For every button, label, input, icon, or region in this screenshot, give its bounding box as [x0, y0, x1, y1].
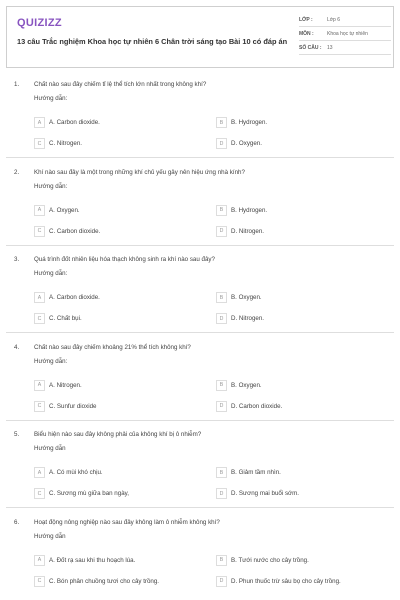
answer-option[interactable]	[34, 467, 103, 478]
answer-option[interactable]	[34, 226, 100, 237]
option-letter-box[interactable]: B	[216, 467, 227, 478]
question-guide-label: Hướng dẫn:	[34, 357, 68, 365]
option-letter-box[interactable]: B	[216, 380, 227, 391]
answer-option[interactable]	[34, 138, 82, 149]
question-number: 3.	[14, 256, 20, 263]
answer-option[interactable]	[34, 488, 129, 499]
question-divider	[6, 157, 394, 158]
answer-option[interactable]	[34, 380, 82, 391]
meta-subject: MÔN : Khoa học tự nhiên	[299, 27, 391, 41]
answer-option[interactable]	[216, 380, 262, 391]
option-letter-box[interactable]: A	[34, 380, 45, 391]
answer-option[interactable]	[216, 117, 267, 128]
option-text: B. Oxygen.	[231, 381, 262, 389]
question-text: Biểu hiện nào sau đây không phải của không khí bị ô nhiễm?	[34, 431, 202, 438]
option-text: C. Sương mù giữa ban ngày,	[49, 490, 129, 497]
option-letter-box[interactable]: D	[216, 138, 227, 149]
option-text: A. Nitrogen.	[49, 381, 82, 389]
option-letter-box[interactable]: C	[34, 313, 45, 324]
option-letter-box[interactable]: D	[216, 226, 227, 237]
question-guide-label: Hướng dẫn	[34, 445, 66, 452]
question-text: Chất nào sau đây chiếm tỉ lệ thể tích lớn nhất trong không khí?	[34, 81, 207, 88]
meta-question-count: SỐ CÂU : 13	[299, 41, 391, 55]
question-text: Chất nào sau đây chiếm khoảng 21% thể tích không khí?	[34, 343, 191, 351]
option-text: B. Hydrogen.	[231, 119, 268, 126]
option-text: B. Hydrogen.	[231, 206, 268, 214]
question-guide-label: Hướng dẫn	[34, 532, 66, 540]
option-text: A. Carbon dioxide.	[49, 119, 100, 126]
answer-option[interactable]	[216, 467, 281, 478]
question-text: Khí nào sau đây là một trong những khí chủ yếu gây nên hiệu ứng nhà kính?	[34, 168, 245, 176]
question-guide-label: Hướng dẫn:	[34, 270, 68, 277]
worksheet-header	[6, 6, 394, 68]
option-text: A. Có mùi khó chịu.	[49, 469, 103, 476]
question-text: Hoạt động nông nghiệp nào sau đây không làm ô nhiễm không khí?	[34, 518, 220, 526]
question-number: 5.	[14, 431, 20, 438]
option-letter-box[interactable]: A	[34, 117, 45, 128]
answer-option[interactable]	[216, 313, 264, 324]
quizizz-logo[interactable]: QUIZIZZ	[17, 17, 62, 29]
question-number: 2.	[14, 168, 20, 176]
question-number: 6.	[14, 518, 20, 526]
answer-option[interactable]	[34, 313, 82, 324]
option-letter-box[interactable]: D	[216, 313, 227, 324]
question-guide-label: Hướng dẫn:	[34, 182, 68, 190]
answer-option[interactable]	[34, 555, 135, 566]
answer-option[interactable]	[34, 401, 96, 412]
question-divider	[6, 507, 394, 508]
meta-grade: LỚP : Lớp 6	[299, 13, 391, 27]
option-text: B. Tưới nước cho cây trồng.	[231, 556, 309, 564]
option-text: D. Nitrogen.	[231, 315, 265, 322]
worksheet-title: 13 câu Trắc nghiệm Khoa học tự nhiên 6 Chân trời sáng tạo Bài 10 có đáp án	[17, 37, 288, 46]
option-text: B. Giảm tầm nhìn.	[231, 469, 281, 476]
question-divider	[6, 420, 394, 421]
option-text: D. Phun thuốc trừ sâu bọ cho cây trồng.	[231, 577, 341, 585]
answer-option[interactable]	[216, 292, 262, 303]
answer-option[interactable]	[216, 555, 309, 566]
answer-option[interactable]	[216, 205, 267, 216]
option-letter-box[interactable]: A	[34, 555, 45, 566]
option-text: C. Carbon dioxide.	[49, 227, 101, 235]
option-text: D. Oxygen.	[231, 140, 262, 147]
answer-option[interactable]	[216, 401, 282, 412]
answer-option[interactable]	[34, 576, 159, 587]
option-letter-box[interactable]: D	[216, 488, 227, 499]
option-text: A. Oxygen.	[49, 206, 80, 214]
answer-option[interactable]	[216, 576, 341, 587]
option-letter-box[interactable]: C	[34, 226, 45, 237]
answer-option[interactable]	[216, 488, 299, 499]
question-number: 1.	[14, 81, 20, 88]
option-letter-box[interactable]: B	[216, 555, 227, 566]
option-text: A. Carbon dioxide.	[49, 294, 100, 301]
question-divider	[6, 332, 394, 333]
answer-option[interactable]	[34, 292, 100, 303]
option-text: C. Bón phân chuồng tươi cho cây trồng.	[49, 577, 160, 585]
option-text: C. Sunfur dioxide	[49, 402, 97, 410]
option-text: B. Oxygen.	[231, 294, 262, 301]
option-text: C. Chất bụi.	[49, 315, 82, 322]
option-letter-box[interactable]: D	[216, 401, 227, 412]
option-letter-box[interactable]: B	[216, 117, 227, 128]
question-text: Quá trình đốt nhiên liệu hóa thạch không sinh ra khí nào sau đây?	[34, 256, 215, 263]
option-text: D. Nitrogen.	[231, 227, 265, 235]
option-letter-box[interactable]: C	[34, 138, 45, 149]
option-letter-box[interactable]: C	[34, 488, 45, 499]
option-letter-box[interactable]: B	[216, 292, 227, 303]
option-letter-box[interactable]: C	[34, 576, 45, 587]
option-letter-box[interactable]: A	[34, 467, 45, 478]
option-letter-box[interactable]: D	[216, 576, 227, 587]
question-divider	[6, 245, 394, 246]
option-letter-box[interactable]: C	[34, 401, 45, 412]
option-text: A. Đốt rạ sau khi thu hoạch lúa.	[49, 556, 136, 564]
worksheet-meta	[299, 13, 391, 55]
question-number: 4.	[14, 343, 20, 351]
answer-option[interactable]	[34, 205, 80, 216]
answer-option[interactable]	[216, 138, 262, 149]
option-text: D. Carbon dioxide.	[231, 402, 283, 410]
option-text: C. Nitrogen.	[49, 140, 83, 147]
option-letter-box[interactable]: A	[34, 205, 45, 216]
option-text: D. Sương mai buổi sớm.	[231, 490, 299, 497]
question-guide-label: Hướng dẫn:	[34, 95, 68, 102]
answer-option[interactable]	[34, 117, 100, 128]
option-letter-box[interactable]: B	[216, 205, 227, 216]
option-letter-box[interactable]: A	[34, 292, 45, 303]
answer-option[interactable]	[216, 226, 264, 237]
